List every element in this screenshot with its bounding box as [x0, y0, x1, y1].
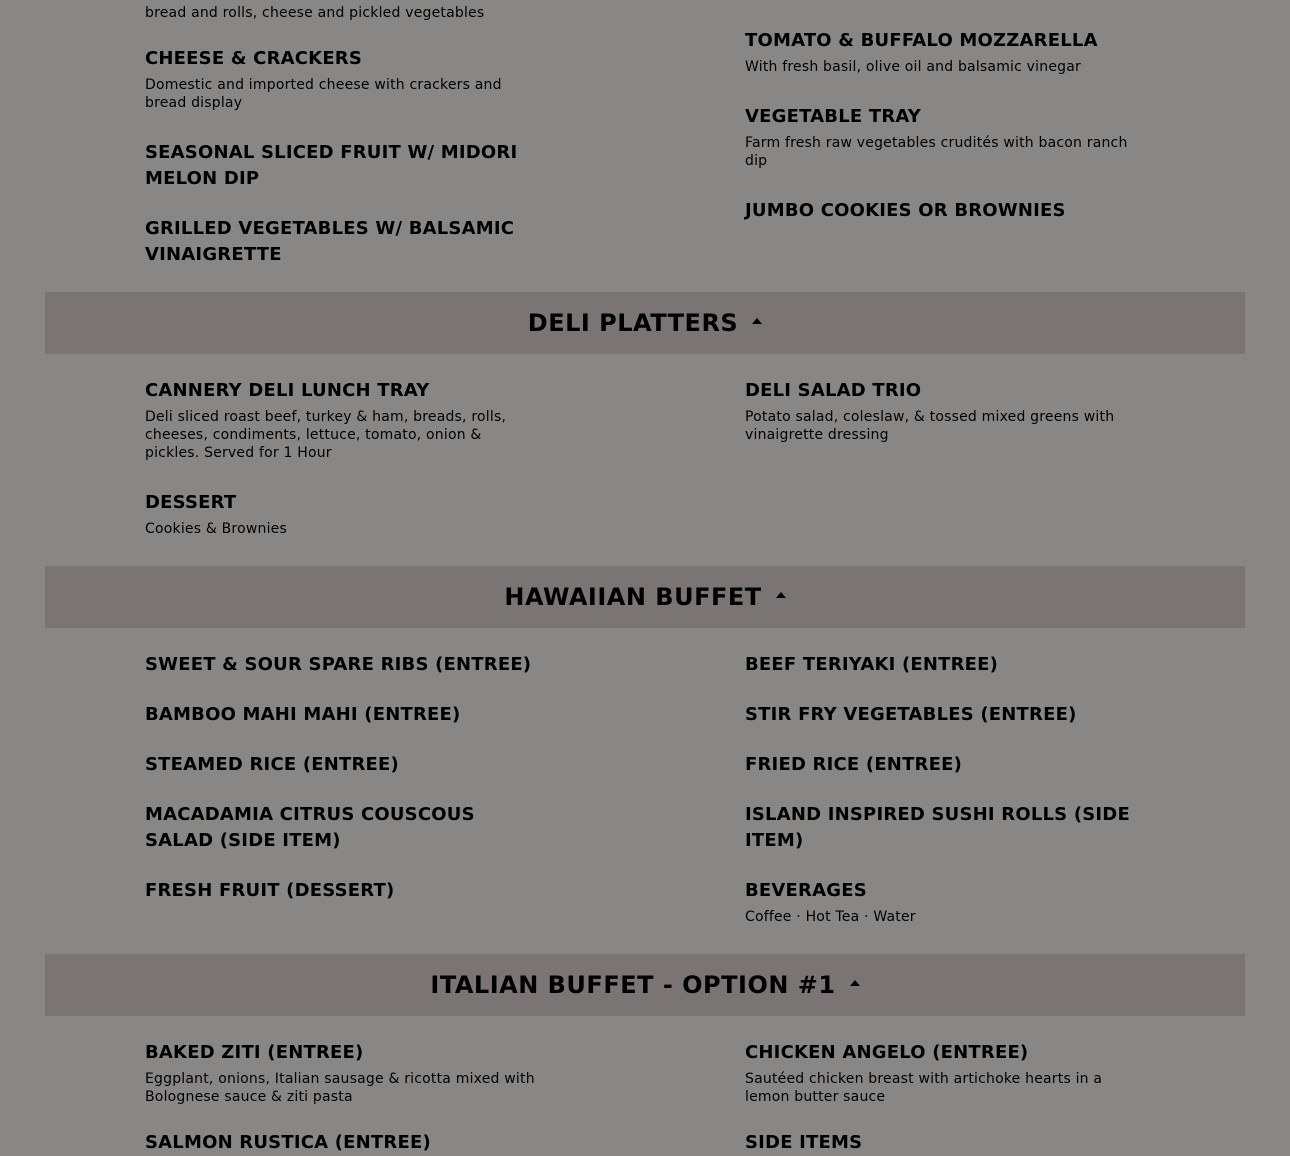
menu-item-title: SWEET & SOUR SPARE RIBS (ENTREE) [145, 654, 532, 675]
section-title: DELI PLATTERS [527, 309, 739, 337]
menu-item [745, 878, 1135, 926]
menu-item-title: BEVERAGES [745, 880, 867, 901]
menu-item [745, 652, 1135, 678]
menu-item-title: CHEESE & CRACKERS [145, 48, 363, 69]
menu-item-title: BAKED ZITI (ENTREE) [145, 1042, 364, 1063]
menu-item-title: CANNERY DELI LUNCH TRAY [145, 380, 430, 401]
menu-item [145, 490, 535, 538]
menu-item-desc: Farm fresh raw vegetables crudités with bacon ranch dip [745, 135, 1128, 169]
section-toggle-italian[interactable] [430, 971, 859, 999]
menu-item [145, 752, 535, 778]
menu-item [145, 1040, 535, 1106]
menu-item [745, 198, 1135, 224]
menu-item [745, 28, 1135, 76]
menu-item [145, 802, 535, 854]
menu-item [145, 652, 535, 678]
menu-item-desc: Cookies & Brownies [145, 521, 287, 537]
caret-up-icon [850, 980, 860, 986]
menu-item-title: BAMBOO MAHI MAHI (ENTREE) [145, 704, 461, 725]
menu-item [745, 1130, 1135, 1156]
menu-item-desc: Domestic and imported cheese with crackers and bread display [145, 77, 502, 111]
section-header-deli[interactable] [45, 292, 1245, 354]
menu-item-title: CHICKEN ANGELO (ENTREE) [745, 1042, 1029, 1063]
menu-item-title: TOMATO & BUFFALO MOZZARELLA [745, 30, 1098, 51]
menu-item-title: JUMBO COOKIES OR BROWNIES [745, 200, 1066, 221]
menu-item-desc: Coffee · Hot Tea · Water [745, 909, 916, 925]
menu-item-title: STEAMED RICE (ENTREE) [145, 754, 399, 775]
menu-item-title: DESSERT [145, 492, 237, 513]
menu-item [145, 702, 535, 728]
menu-item [745, 378, 1135, 444]
menu-item-title: GRILLED VEGETABLES W/ BALSAMIC VINAIGRETTE [145, 218, 515, 265]
menu-item-title: FRIED RICE (ENTREE) [745, 754, 963, 775]
caret-up-icon [776, 592, 786, 598]
menu-item [145, 878, 535, 904]
caret-up-icon [752, 318, 762, 324]
menu-item-desc: bread and rolls, cheese and pickled vegetables [145, 5, 485, 21]
menu-item [745, 1040, 1135, 1106]
menu-item-desc: Deli sliced roast beef, turkey & ham, breads, rolls, cheeses, condiments, lettuce, tomato, onion & pickles. Served for 1 Hour [145, 409, 507, 461]
menu-item-title: BEEF TERIYAKI (ENTREE) [745, 654, 999, 675]
menu-item [745, 752, 1135, 778]
menu-item [745, 802, 1135, 854]
menu-item [145, 378, 535, 462]
menu-item-desc: Potato salad, coleslaw, & tossed mixed greens with vinaigrette dressing [745, 409, 1115, 443]
menu-item-title: STIR FRY VEGETABLES (ENTREE) [745, 704, 1077, 725]
menu-item [745, 104, 1135, 170]
section-header-italian[interactable] [45, 954, 1245, 1016]
menu-item-desc: Eggplant, onions, Italian sausage & ricotta mixed with Bolognese sauce & ziti pasta [145, 1071, 535, 1105]
menu-item-title: SALMON RUSTICA (ENTREE) [145, 1132, 431, 1153]
section-title: HAWAIIAN BUFFET [504, 583, 762, 611]
menu-item-title: ISLAND INSPIRED SUSHI ROLLS (SIDE ITEM) [745, 804, 1130, 851]
menu-item-title: FRESH FRUIT (DESSERT) [145, 880, 395, 901]
menu-item-desc: Sautéed chicken breast with artichoke hearts in a lemon butter sauce [745, 1071, 1103, 1105]
section-toggle-hawaiian[interactable] [504, 583, 785, 611]
menu-item-title: MACADAMIA CITRUS COUSCOUS SALAD (SIDE ITEM) [145, 804, 475, 851]
menu-item-desc: With fresh basil, olive oil and balsamic vinegar [745, 59, 1081, 75]
menu-item-title: SEASONAL SLICED FRUIT W/ MIDORI MELON DIP [145, 142, 518, 189]
menu-item [145, 140, 535, 192]
menu-item-title: SIDE ITEMS [745, 1132, 863, 1153]
menu-item [145, 1130, 535, 1156]
menu-item [145, 46, 535, 112]
section-title: ITALIAN BUFFET - OPTION #1 [430, 971, 836, 999]
menu-item [745, 702, 1135, 728]
menu-item [145, 216, 535, 268]
section-toggle-deli[interactable] [528, 309, 762, 337]
menu-item-title: DELI SALAD TRIO [745, 380, 922, 401]
section-header-hawaiian[interactable] [45, 566, 1245, 628]
menu-item-title: VEGETABLE TRAY [745, 106, 922, 127]
